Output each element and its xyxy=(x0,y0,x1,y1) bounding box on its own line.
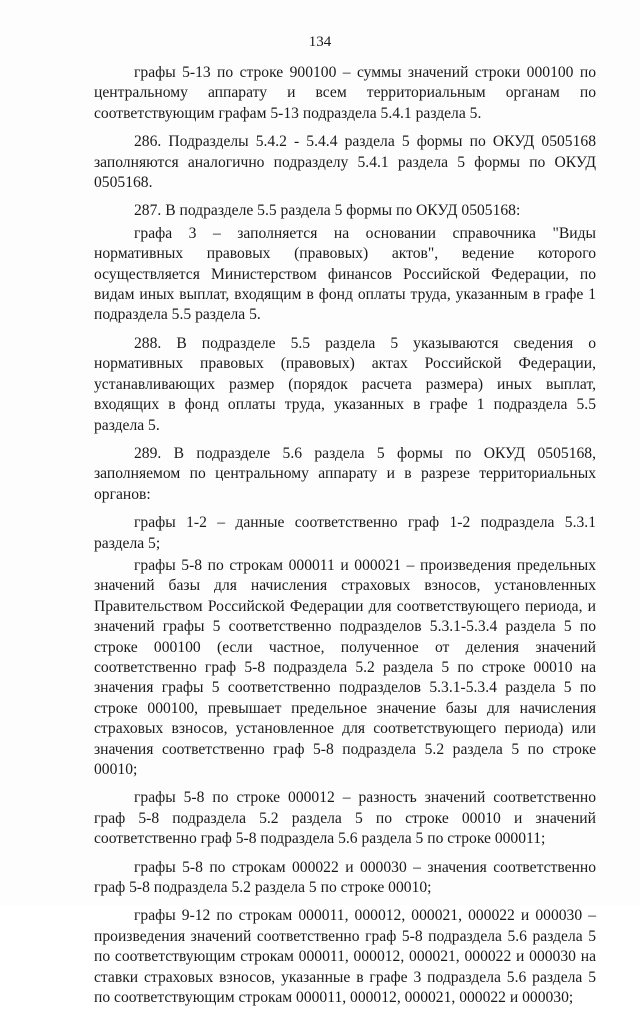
paragraph-287: 287. В подразделе 5.5 раздела 5 формы по ОКУД 0505168: xyxy=(134,202,521,220)
paragraph-graphs-5-8-rows-000022-000030: графы 5-8 по строкам 000022 и 000030 – значения соответственно граф 5-8 подраздела 5.2 раздела 5 по строке 00010; xyxy=(94,858,596,897)
paragraph-graphs-5-13: графы 5-13 по строке 900100 – суммы значений строки 000100 по центральному аппарату и всем территориальным органам по соответствующим графам 5-13 подраздела 5.4.1 раздела 5. xyxy=(94,64,596,122)
paragraph-graph-3: графа 3 – заполняется на основании справочника "Виды нормативных правовых (правовых) актов", ведение которого осуществляется Министерством финансов Российской Федерации, по видам иных выплат, входящим в фонд оплаты труда, указанным в графе 1 подраздела 5.5 раздела 5. xyxy=(94,224,596,324)
paragraph-286: 286. Подразделы 5.4.2 - 5.4.4 раздела 5 формы по ОКУД 0505168 заполняются аналогично подразделу 5.4.1 раздела 5 формы по ОКУД 0505168. xyxy=(94,133,596,192)
paragraph-graphs-5-8-row-000012: графы 5-8 по строке 000012 – разность значений соответственно граф 5-8 подраздела 5.2 раздела 5 по строке 00010 и значений соответственно граф 5-8 подраздела 5.6 раздела 5 по строке 000011; xyxy=(94,789,596,848)
paragraph-289: 289. В подразделе 5.6 раздела 5 формы по ОКУД 0505168, заполняемом по центральному аппарату и в разрезе территориальных органов: xyxy=(94,444,596,503)
paragraph-288: 288. В подразделе 5.5 раздела 5 указываются сведения о нормативных правовых (правовых) актах Российской Федерации, устанавливающих размер (порядок расчета размера) иных выплат, входящих в фонд оплаты труда, указанных в графе 1 подраздела 5.5 раздела 5. xyxy=(94,334,596,434)
page-number: 134 xyxy=(308,34,332,50)
paragraph-graphs-5-8-rows-000011-000021: графы 5-8 по строкам 000011 и 000021 – произведения предельных значений базы для начисления страховых взносов, установленных Правительством Российской Федерации для соответствующего периода, и значений графы 5 соответственно подразделов 5.3.1-5.3.4 раздела 5 по строке 000100 (если частное, полученное от деления значений соответственно граф 5-8 подраздела 5.2 раздела 5 по строке 00010 на значения графы 5 соответственно подразделов 5.3.1-5.3.4 раздела 5 по строке 000100, превышает предельное значение базы для начисления страховых взносов, установленное для соответствующего периода) или значения соответственно граф 5-8 подраздела 5.2 раздела 5 по строке 00010; xyxy=(94,556,596,778)
document-body xyxy=(94,63,596,1012)
paragraph-graphs-1-2: графы 1-2 – данные соответственно граф 1-2 подраздела 5.3.1 раздела 5; xyxy=(94,514,596,552)
paragraph-graphs-9-12: графы 9-12 по строкам 000011, 000012, 000021, 000022 и 000030 – произведения значений соответственно граф 5-8 подраздела 5.6 раздела 5 по соответствующим строкам 000011, 000012, 000021, 000022 и 000030 на ставки страховых взносов, указанные в графе 3 подраздела 5.6 раздела 5 по соответствующим строкам 000011, 000012, 000021, 000022 и 000030; xyxy=(94,907,596,1007)
